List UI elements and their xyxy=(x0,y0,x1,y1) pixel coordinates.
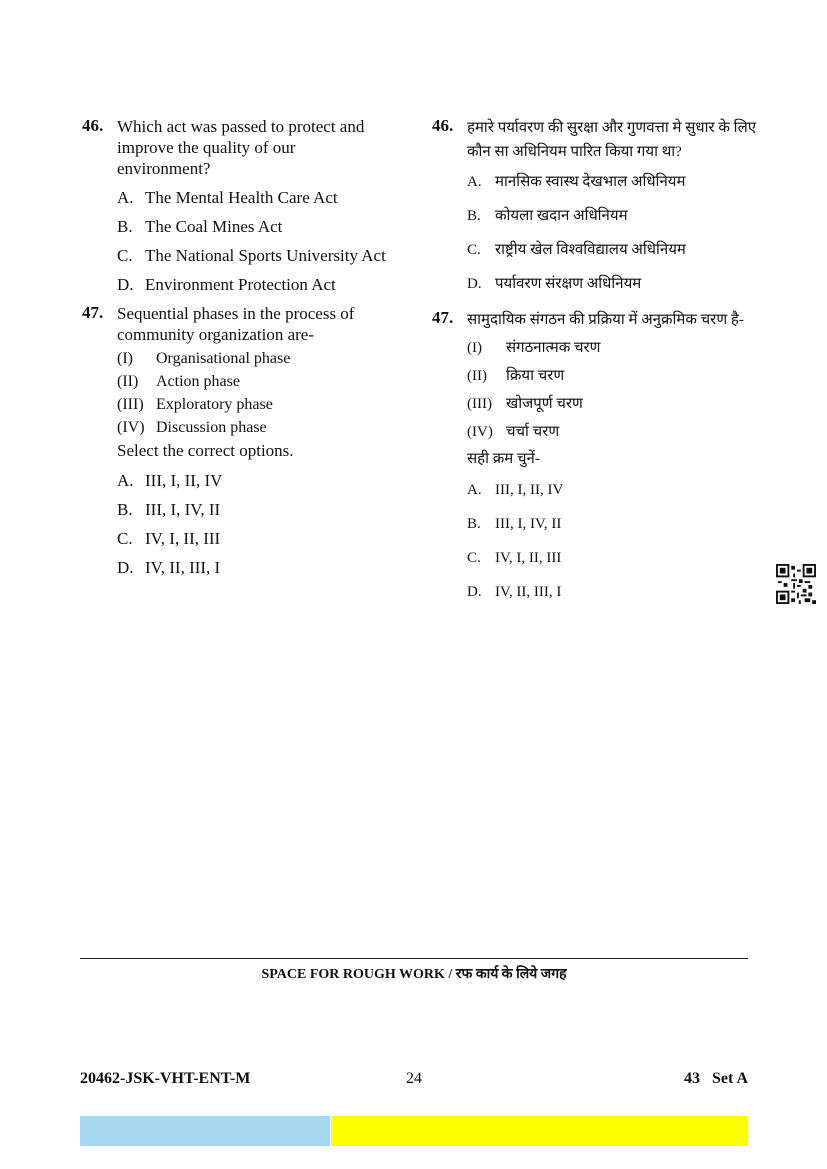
question-number: 47. xyxy=(432,308,454,327)
sub-item xyxy=(467,334,762,362)
select-instruction: Select the correct options. xyxy=(117,441,294,460)
option-letter: C. xyxy=(117,246,133,265)
roman-numeral: (I) xyxy=(467,340,482,356)
option-letter: A. xyxy=(117,188,134,207)
option-letter: B. xyxy=(467,208,481,224)
set-label: 43 Set A xyxy=(684,1070,748,1087)
question-number: 46. xyxy=(432,116,454,135)
sub-item xyxy=(117,370,392,393)
option-text: III, I, IV, II xyxy=(495,516,562,532)
question-number: 46. xyxy=(82,116,104,135)
option-d xyxy=(467,274,762,295)
option-a xyxy=(117,187,392,208)
option-c xyxy=(117,528,392,549)
option-letter: A. xyxy=(117,471,134,490)
roman-numeral: (III) xyxy=(117,396,144,413)
option-letter: B. xyxy=(467,516,481,532)
roman-numeral: (II) xyxy=(117,373,139,390)
option-letter: D. xyxy=(467,276,482,292)
option-b xyxy=(117,499,392,520)
sub-item-text: चर्चा चरण xyxy=(506,424,560,440)
sub-item-text: संगठनात्मक चरण xyxy=(506,340,601,356)
sub-item xyxy=(467,390,762,418)
option-text: The Coal Mines Act xyxy=(145,217,283,236)
question-46-hi xyxy=(432,116,762,295)
question-text: सामुदायिक संगठन की प्रक्रिया में अनुक्रमिक चरण है- xyxy=(467,312,744,328)
option-text: III, I, II, IV xyxy=(495,482,564,498)
hindi-column xyxy=(432,116,762,616)
option-letter: C. xyxy=(117,529,133,548)
roman-numeral: (I) xyxy=(117,350,133,367)
color-bar-yellow xyxy=(331,1116,748,1146)
option-text: III, I, IV, II xyxy=(145,500,221,519)
option-text: पर्यावरण संरक्षण अधिनियम xyxy=(495,276,642,292)
option-letter: A. xyxy=(467,482,482,498)
sub-item-text: Discussion phase xyxy=(156,419,267,436)
roman-numeral: (IV) xyxy=(117,419,145,436)
option-d xyxy=(117,274,392,295)
option-text: कोयला खदान अधिनियम xyxy=(495,208,628,224)
option-text: III, I, II, IV xyxy=(145,471,223,490)
sub-item-text: Organisational phase xyxy=(156,350,291,367)
option-a xyxy=(467,172,762,193)
qr-code-icon xyxy=(776,563,816,605)
question-number: 47. xyxy=(82,303,104,322)
select-instruction: सही क्रम चुनें- xyxy=(467,451,540,467)
option-letter: B. xyxy=(117,217,133,236)
option-letter: B. xyxy=(117,500,133,519)
sub-item-text: Action phase xyxy=(156,373,240,390)
divider-line xyxy=(80,958,748,959)
option-d xyxy=(117,557,392,578)
sub-item-text: खोजपूर्ण चरण xyxy=(506,396,583,412)
roman-numeral: (II) xyxy=(467,368,487,384)
option-c xyxy=(467,548,762,569)
sub-item xyxy=(467,418,762,446)
option-text: IV, I, II, III xyxy=(495,550,562,566)
english-column xyxy=(82,116,392,586)
sub-item-text: क्रिया चरण xyxy=(506,368,565,384)
page-number: 24 xyxy=(406,1070,422,1087)
sub-item xyxy=(117,347,392,370)
option-d xyxy=(467,582,762,603)
option-text: IV, II, III, I xyxy=(495,584,562,600)
option-letter: D. xyxy=(117,558,134,577)
option-text: IV, I, II, III xyxy=(145,529,221,548)
option-b xyxy=(117,216,392,237)
option-c xyxy=(117,245,392,266)
sub-item xyxy=(117,393,392,416)
question-47-hi xyxy=(432,308,762,603)
question-text: Sequential phases in the process of community organization are- xyxy=(117,304,355,344)
question-47-en xyxy=(82,303,392,578)
option-a xyxy=(467,480,762,501)
booklet-code: 20462-JSK-VHT-ENT-M xyxy=(80,1070,251,1087)
option-c xyxy=(467,240,762,261)
color-bar-blue xyxy=(80,1116,330,1146)
option-text: Environment Protection Act xyxy=(145,275,336,294)
option-letter: D. xyxy=(117,275,134,294)
option-b xyxy=(467,514,762,535)
sub-item xyxy=(467,362,762,390)
option-text: मानसिक स्वास्थ देखभाल अधिनियम xyxy=(495,174,686,190)
question-text: Which act was passed to protect and improve the quality of our environment? xyxy=(117,117,365,178)
question-text: हमारे पर्यावरण की सुरक्षा और गुणवत्ता मे सुधार के लिए कौन सा अधिनियम पारित किया गया था? xyxy=(467,120,757,160)
option-letter: A. xyxy=(467,174,482,190)
option-text: राष्ट्रीय खेल विश्वविद्यालय अधिनियम xyxy=(495,242,686,258)
option-text: The Mental Health Care Act xyxy=(145,188,338,207)
option-letter: C. xyxy=(467,550,481,566)
option-letter: D. xyxy=(467,584,482,600)
rough-work-label: SPACE FOR ROUGH WORK / रफ कार्य के लिये जगह xyxy=(261,967,567,982)
option-text: IV, II, III, I xyxy=(145,558,221,577)
option-b xyxy=(467,206,762,227)
option-a xyxy=(117,470,392,491)
sub-item xyxy=(117,416,392,439)
option-text: The National Sports University Act xyxy=(145,246,386,265)
option-letter: C. xyxy=(467,242,481,258)
roman-numeral: (III) xyxy=(467,396,492,412)
question-46-en xyxy=(82,116,392,295)
roman-numeral: (IV) xyxy=(467,424,493,440)
sub-item-text: Exploratory phase xyxy=(156,396,273,413)
